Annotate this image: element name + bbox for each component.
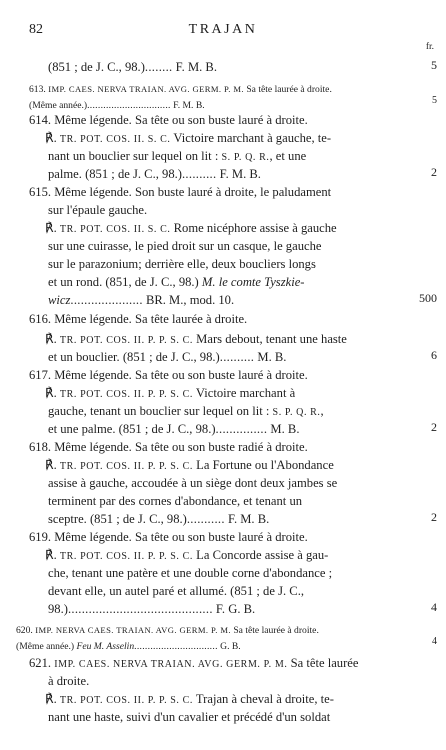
text-segment: wicz: [48, 293, 71, 307]
text-line: [0, 402, 446, 420]
text-line: [0, 165, 446, 183]
price-value: 6: [431, 348, 437, 362]
line-text: [29, 111, 308, 129]
text-segment: ...............: [215, 422, 268, 436]
line-text: [16, 636, 241, 654]
text-line: [0, 564, 446, 582]
text-segment: et une palme. (851 ; de J. C., 98.): [48, 422, 216, 436]
text-segment: TR. POT. COS. II. S. C.: [59, 134, 171, 145]
text-segment: IMP. CAES. NERVA TRAIAN. AVG. GERM. P. M.: [54, 659, 288, 670]
text-segment: sur l'épaule gauche.: [48, 203, 148, 217]
price-value: 4: [431, 600, 437, 614]
line-text: [48, 348, 286, 366]
text-segment: ℟.: [45, 221, 60, 235]
text-segment: ...............................: [134, 641, 218, 652]
text-segment: et un bouclier. (851 ; de J. C., 98.): [48, 350, 220, 364]
line-text: [48, 201, 147, 219]
text-segment: La Fortune ou l'Abondance: [193, 458, 334, 472]
text-segment: nant un bouclier sur lequel on lit :: [48, 149, 222, 163]
text-segment: Victoire marchant à: [193, 386, 296, 400]
text-line: [0, 546, 446, 564]
text-line: [0, 255, 446, 273]
line-text: [48, 165, 261, 183]
text-line: [0, 708, 446, 726]
line-text: [48, 672, 89, 690]
text-line: [0, 366, 446, 384]
text-segment: ,: [320, 404, 324, 418]
text-segment: et un rond. (851, de J. C., 98.): [48, 275, 202, 289]
text-line: [0, 330, 446, 348]
price-value: 4: [432, 636, 437, 647]
text-line: [0, 273, 446, 291]
text-segment: ..........: [181, 167, 217, 181]
text-line: [0, 219, 446, 237]
line-text: [48, 147, 306, 165]
text-segment: terminent par des cornes d'abondance, et tenant un: [48, 494, 303, 508]
text-line: [0, 237, 446, 255]
text-segment: , et une: [269, 149, 307, 163]
text-segment: M. B.: [254, 350, 287, 364]
text-segment: ℟.: [45, 458, 60, 472]
line-text: [48, 420, 299, 438]
text-line: [0, 438, 446, 456]
line-text: [48, 510, 269, 528]
price-value: 5: [431, 58, 437, 72]
price-value: 2: [431, 165, 437, 179]
text-segment: Victoire marchant à gauche, te-: [170, 131, 332, 145]
text-line: [0, 690, 446, 708]
text-segment: TR. POT. COS. II. P. P. S. C.: [59, 335, 194, 346]
text-segment: sur le parazonium; derrière elle, deux boucliers longs: [48, 257, 316, 271]
text-line: [0, 474, 446, 492]
text-segment: BR. M., mod. 10.: [142, 293, 235, 307]
text-line: [0, 201, 446, 219]
text-line: [0, 291, 446, 309]
text-segment: ℟.: [45, 548, 60, 562]
line-text: [48, 273, 304, 291]
text-segment: sceptre. (851 ; de J. C., 98.): [48, 512, 187, 526]
text-segment: F. M. B.: [216, 167, 261, 181]
text-segment: ℟.: [45, 131, 60, 145]
text-line: [0, 348, 446, 366]
text-segment: 615. Même légende. Son buste lauré à droite, le paludament: [29, 185, 332, 199]
text-segment: ℟.: [45, 692, 60, 706]
text-line: [0, 58, 446, 76]
line-text: [45, 330, 347, 348]
text-segment: Trajan à cheval à droite, te-: [193, 692, 334, 706]
text-line: [0, 129, 446, 147]
text-segment: IMP. CAES. NERVA TRAIAN. AVG. GERM. P. M.: [48, 84, 244, 94]
text-segment: F. M. B.: [170, 100, 205, 111]
text-segment: F. M. B.: [172, 60, 217, 74]
line-text: [48, 474, 337, 492]
line-text: [45, 456, 334, 474]
line-text: [48, 708, 330, 726]
text-segment: nant une haste, suivi d'un cavalier et précédé d'un soldat: [48, 710, 331, 724]
text-segment: M. B.: [267, 422, 300, 436]
text-segment: IMP. NERVA CAES. TRAIAN. AVG. GERM. P. M.: [35, 625, 231, 635]
price-value: 500: [419, 291, 437, 305]
text-segment: TR. POT. COS. II. P. P. S. C.: [59, 461, 194, 472]
line-text: [45, 546, 328, 564]
line-text: [29, 310, 247, 328]
text-segment: 618. Même légende. Sa tête ou son buste radié à droite.: [29, 440, 308, 454]
text-line: [0, 582, 446, 600]
text-segment: Sa tête laurée: [287, 656, 359, 670]
text-segment: ℟.: [45, 386, 60, 400]
line-text: [48, 600, 255, 618]
text-line: [0, 654, 446, 672]
line-text: [48, 237, 321, 255]
text-segment: 98.): [48, 602, 68, 616]
text-segment: ...........: [186, 512, 225, 526]
text-segment: ..........: [219, 350, 255, 364]
text-segment: che, tenant une patère et une double corne d'abondance ;: [48, 566, 333, 580]
line-text: [29, 366, 308, 384]
text-segment: Sa tête laurée à droite.: [243, 84, 332, 95]
text-segment: ...............................: [87, 100, 171, 111]
text-segment: 620.: [16, 625, 36, 636]
text-segment: S. P. Q. R.: [221, 152, 270, 163]
text-segment: 621.: [29, 656, 55, 670]
line-text: [45, 129, 331, 147]
price-value: 2: [431, 420, 437, 434]
line-text: [48, 582, 304, 600]
text-segment: TR. POT. COS. II. P. P. S. C.: [59, 695, 194, 706]
line-text: [29, 528, 308, 546]
text-line: [0, 384, 446, 402]
text-segment: à droite.: [48, 674, 90, 688]
line-text: [45, 384, 295, 402]
text-segment: G. B.: [217, 641, 241, 652]
text-line: [0, 456, 446, 474]
running-title: TRAJAN: [188, 22, 258, 37]
text-segment: Feu M. Asselin: [76, 641, 135, 652]
text-segment: Rome nicéphore assise à gauche: [170, 221, 337, 235]
text-segment: devant elle, un autel paré et allumé. (851 ; de J. C.,: [48, 584, 304, 598]
price-value: 2: [431, 510, 437, 524]
line-text: [29, 438, 308, 456]
text-segment: gauche, tenant un bouclier sur lequel on lit :: [48, 404, 273, 418]
text-segment: (851 ; de J. C., 98.): [48, 60, 145, 74]
line-text: [48, 58, 217, 76]
line-text: [48, 492, 302, 510]
price-value: 5: [432, 95, 437, 106]
text-line: [0, 420, 446, 438]
text-line: [0, 510, 446, 528]
text-segment: 616. Même légende. Sa tête laurée à droite.: [29, 312, 248, 326]
line-text: [45, 219, 337, 237]
text-line: [0, 147, 446, 165]
text-segment: 614. Même légende. Sa tête ou son buste lauré à droite.: [29, 113, 308, 127]
text-segment: Mars debout, tenant une haste: [193, 332, 347, 346]
text-segment: TR. POT. COS. II. S. C.: [59, 224, 171, 235]
text-segment: La Concorde assise à gau-: [193, 548, 329, 562]
line-text: [48, 402, 324, 420]
line-text: [48, 255, 316, 273]
text-line: [0, 636, 446, 654]
price-column-label: fr.: [425, 42, 434, 52]
text-segment: sur une cuirasse, le pied droit sur un casque, le gauche: [48, 239, 322, 253]
text-segment: assise à gauche, accoudée à un siège dont deux jambes se: [48, 476, 338, 490]
line-text: [48, 564, 332, 582]
text-line: [0, 600, 446, 618]
text-segment: TR. POT. COS. II. P. P. S. C.: [59, 389, 194, 400]
text-segment: ℟.: [45, 332, 60, 346]
text-line: [0, 111, 446, 129]
line-text: [45, 690, 334, 708]
page-number: 82: [29, 22, 43, 37]
text-segment: Sa tête laurée à droite.: [230, 625, 319, 636]
text-segment: M. le comte Tyszkie-: [201, 275, 305, 289]
line-text: [29, 654, 358, 672]
line-text: [29, 183, 331, 201]
text-segment: (Même année.): [16, 641, 77, 652]
text-line: [0, 310, 446, 328]
text-line: [0, 672, 446, 690]
page-header: [0, 22, 446, 40]
text-segment: ........: [144, 60, 173, 74]
text-line: [0, 492, 446, 510]
text-segment: F. M. B.: [224, 512, 270, 526]
text-segment: F. G. B.: [212, 602, 256, 616]
text-line: [0, 183, 446, 201]
text-segment: ..........................................: [67, 602, 213, 616]
text-line: [0, 528, 446, 546]
text-segment: (Même année.): [29, 100, 88, 111]
text-segment: .....................: [70, 293, 143, 307]
text-segment: 613.: [29, 84, 49, 95]
text-segment: palme. (851 ; de J. C., 98.): [48, 167, 182, 181]
line-text: [48, 291, 234, 309]
text-segment: 619. Même légende. Sa tête ou son buste lauré à droite.: [29, 530, 308, 544]
text-segment: S. P. Q. R.: [272, 407, 321, 418]
text-segment: 617. Même légende. Sa tête ou son buste lauré à droite.: [29, 368, 308, 382]
text-segment: TR. POT. COS. II. P. P. S. C.: [59, 551, 194, 562]
